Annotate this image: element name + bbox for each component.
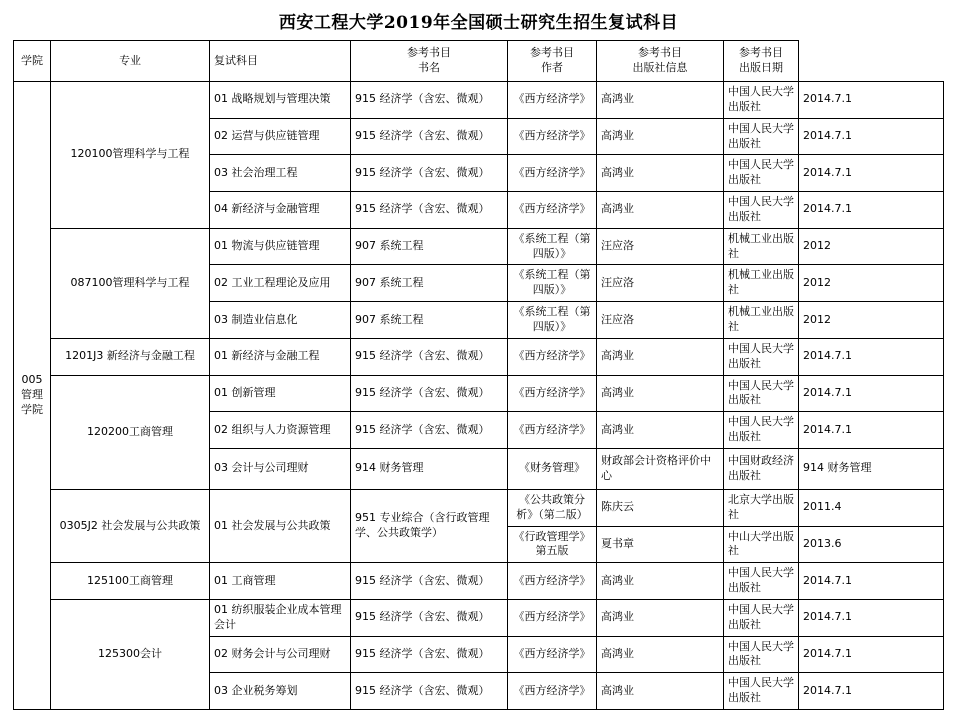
cell-book: 《系统工程（第四版）》	[508, 302, 597, 339]
cell-press: 机械工业出版社	[724, 265, 799, 302]
cell-subject: 951 专业综合（含行政管理学、公共政策学）	[351, 489, 508, 562]
cell-subject: 915 经济学（含宏、微观）	[351, 673, 508, 710]
cell-press: 中国人民大学出版社	[724, 192, 799, 229]
cell-press: 机械工业出版社	[724, 302, 799, 339]
cell-book: 《西方经济学》	[508, 673, 597, 710]
header-book-title	[351, 41, 508, 82]
cell-author: 汪应洛	[597, 302, 724, 339]
cell-press: 中国人民大学出版社	[724, 563, 799, 600]
cell-subject: 907 系统工程	[351, 265, 508, 302]
cell-direction: 04 新经济与金融管理	[210, 192, 351, 229]
cell-author: 高鸿业	[597, 412, 724, 449]
cell-book: 《西方经济学》	[508, 375, 597, 412]
cell-subject: 915 经济学（含宏、微观）	[351, 563, 508, 600]
page-title: 西安工程大学2019年全国硕士研究生招生复试科目	[278, 13, 679, 33]
cell-press: 中国人民大学出版社	[724, 636, 799, 673]
cell-book: 《西方经济学》	[508, 338, 597, 375]
cell-major: 087100管理科学与工程	[51, 228, 210, 338]
cell-date: 2014.7.1	[799, 599, 944, 636]
cell-book: 《西方经济学》	[508, 155, 597, 192]
cell-date: 2012	[799, 302, 944, 339]
header-college: 学院	[14, 41, 51, 82]
cell-press: 中国人民大学出版社	[724, 155, 799, 192]
cell-author: 高鸿业	[597, 155, 724, 192]
cell-major: 125100工商管理	[51, 563, 210, 600]
cell-direction: 02 工业工程理论及应用	[210, 265, 351, 302]
header-book-title-line2: 书名	[418, 61, 440, 74]
cell-author: 高鸿业	[597, 192, 724, 229]
cell-subject: 915 经济学（含宏、微观）	[351, 118, 508, 155]
cell-date: 2014.7.1	[799, 673, 944, 710]
header-author-line1: 参考书目	[530, 46, 574, 60]
cell-press: 中山大学出版社	[724, 526, 799, 563]
cell-date: 2014.7.1	[799, 192, 944, 229]
cell-author: 高鸿业	[597, 118, 724, 155]
cell-direction: 01 社会发展与公共政策	[210, 489, 351, 562]
cell-date: 2012	[799, 228, 944, 265]
cell-direction: 02 财务会计与公司理财	[210, 636, 351, 673]
table-body	[14, 82, 944, 710]
cell-date: 2012	[799, 265, 944, 302]
cell-direction: 02 组织与人力资源管理	[210, 412, 351, 449]
cell-subject: 907 系统工程	[351, 302, 508, 339]
cell-subject: 915 经济学（含宏、微观）	[351, 192, 508, 229]
cell-direction: 01 工商管理	[210, 563, 351, 600]
cell-book: 《西方经济学》	[508, 82, 597, 119]
cell-press: 中国人民大学出版社	[724, 375, 799, 412]
cell-author: 高鸿业	[597, 338, 724, 375]
cell-subject: 907 系统工程	[351, 228, 508, 265]
cell-direction: 03 社会治理工程	[210, 155, 351, 192]
cell-subject: 915 经济学（含宏、微观）	[351, 375, 508, 412]
header-press-line1: 参考书目	[638, 46, 682, 60]
cell-author: 汪应洛	[597, 265, 724, 302]
cell-subject: 915 经济学（含宏、微观）	[351, 155, 508, 192]
cell-book: 《公共政策分析》（第二版）	[508, 489, 597, 526]
cell-date: 2011.4	[799, 489, 944, 526]
cell-book: 《西方经济学》	[508, 192, 597, 229]
cell-author: 高鸿业	[597, 673, 724, 710]
cell-press: 北京大学出版社	[724, 489, 799, 526]
cell-date: 2013.6	[799, 526, 944, 563]
cell-press: 中国人民大学出版社	[724, 673, 799, 710]
cell-date: 2014.7.1	[799, 155, 944, 192]
cell-direction: 01 物流与供应链管理	[210, 228, 351, 265]
cell-direction: 01 新经济与金融工程	[210, 338, 351, 375]
header-major: 专业	[51, 41, 210, 82]
header-author-line2: 作者	[541, 61, 563, 74]
cell-author: 高鸿业	[597, 599, 724, 636]
header-date-line1: 参考书目	[739, 46, 783, 60]
table-header	[14, 41, 944, 82]
cell-subject: 915 经济学（含宏、微观）	[351, 82, 508, 119]
cell-major: 125300会计	[51, 599, 210, 709]
cell-major: 1201J3 新经济与金融工程	[51, 338, 210, 375]
table-row	[14, 82, 944, 119]
cell-press: 中国人民大学出版社	[724, 82, 799, 119]
cell-book: 《系统工程（第四版）》	[508, 228, 597, 265]
cell-subject: 915 经济学（含宏、微观）	[351, 412, 508, 449]
cell-book: 《西方经济学》	[508, 412, 597, 449]
cell-direction: 02 运营与供应链管理	[210, 118, 351, 155]
table-row	[14, 228, 944, 265]
cell-book: 《西方经济学》	[508, 599, 597, 636]
cell-author: 夏书章	[597, 526, 724, 563]
cell-major: 0305J2 社会发展与公共政策	[51, 489, 210, 562]
cell-date: 2014.7.1	[799, 375, 944, 412]
cell-book: 《西方经济学》	[508, 636, 597, 673]
cell-author: 陈庆云	[597, 489, 724, 526]
cell-author: 高鸿业	[597, 375, 724, 412]
cell-press: 中国人民大学出版社	[724, 118, 799, 155]
header-date-line2: 出版日期	[739, 61, 783, 74]
table-row	[14, 599, 944, 636]
header-book-title-line1: 参考书目	[407, 46, 451, 60]
cell-major: 120100管理科学与工程	[51, 82, 210, 229]
cell-subject: 915 经济学（含宏、微观）	[351, 338, 508, 375]
header-press-line2: 出版社信息	[632, 61, 688, 74]
cell-date: 2014.7.1	[799, 563, 944, 600]
table-row	[14, 338, 944, 375]
header-press	[597, 41, 724, 82]
table-row	[14, 375, 944, 412]
header-subject: 复试科目	[210, 41, 351, 82]
cell-date: 2014.7.1	[799, 82, 944, 119]
cell-book: 《系统工程（第四版）》	[508, 265, 597, 302]
table-header-row	[14, 41, 944, 82]
cell-author: 财政部会计资格评价中心	[597, 448, 724, 489]
cell-book: 《财务管理》	[508, 448, 597, 489]
cell-author: 高鸿业	[597, 563, 724, 600]
table-row	[14, 489, 944, 526]
cell-date: 2014.7.1	[799, 636, 944, 673]
cell-subject: 914 财务管理	[351, 448, 508, 489]
cell-book: 《西方经济学》	[508, 563, 597, 600]
cell-date: 914 财务管理	[799, 448, 944, 489]
cell-book: 《西方经济学》	[508, 118, 597, 155]
cell-direction: 03 制造业信息化	[210, 302, 351, 339]
cell-book: 《行政管理学》第五版	[508, 526, 597, 563]
cell-college	[14, 82, 51, 710]
header-author	[508, 41, 597, 82]
cell-subject: 915 经济学（含宏、微观）	[351, 599, 508, 636]
header-date	[724, 41, 799, 82]
cell-direction: 01 创新管理	[210, 375, 351, 412]
cell-press: 中国财政经济出版社	[724, 448, 799, 489]
cell-author: 高鸿业	[597, 82, 724, 119]
admission-subjects-table	[13, 40, 944, 710]
cell-direction: 03 会计与公司理财	[210, 448, 351, 489]
cell-press: 中国人民大学出版社	[724, 412, 799, 449]
cell-press: 机械工业出版社	[724, 228, 799, 265]
cell-date: 2014.7.1	[799, 412, 944, 449]
cell-direction: 03 企业税务筹划	[210, 673, 351, 710]
cell-direction: 01 纺织服装企业成本管理会计	[210, 599, 351, 636]
cell-author: 高鸿业	[597, 636, 724, 673]
cell-direction: 01 战略规划与管理决策	[210, 82, 351, 119]
cell-subject: 915 经济学（含宏、微观）	[351, 636, 508, 673]
college-label: 005管理学院	[21, 373, 43, 416]
cell-major: 120200工商管理	[51, 375, 210, 489]
cell-press: 中国人民大学出版社	[724, 599, 799, 636]
table-row	[14, 563, 944, 600]
cell-author: 汪应洛	[597, 228, 724, 265]
cell-press: 中国人民大学出版社	[724, 338, 799, 375]
cell-date: 2014.7.1	[799, 338, 944, 375]
cell-date: 2014.7.1	[799, 118, 944, 155]
